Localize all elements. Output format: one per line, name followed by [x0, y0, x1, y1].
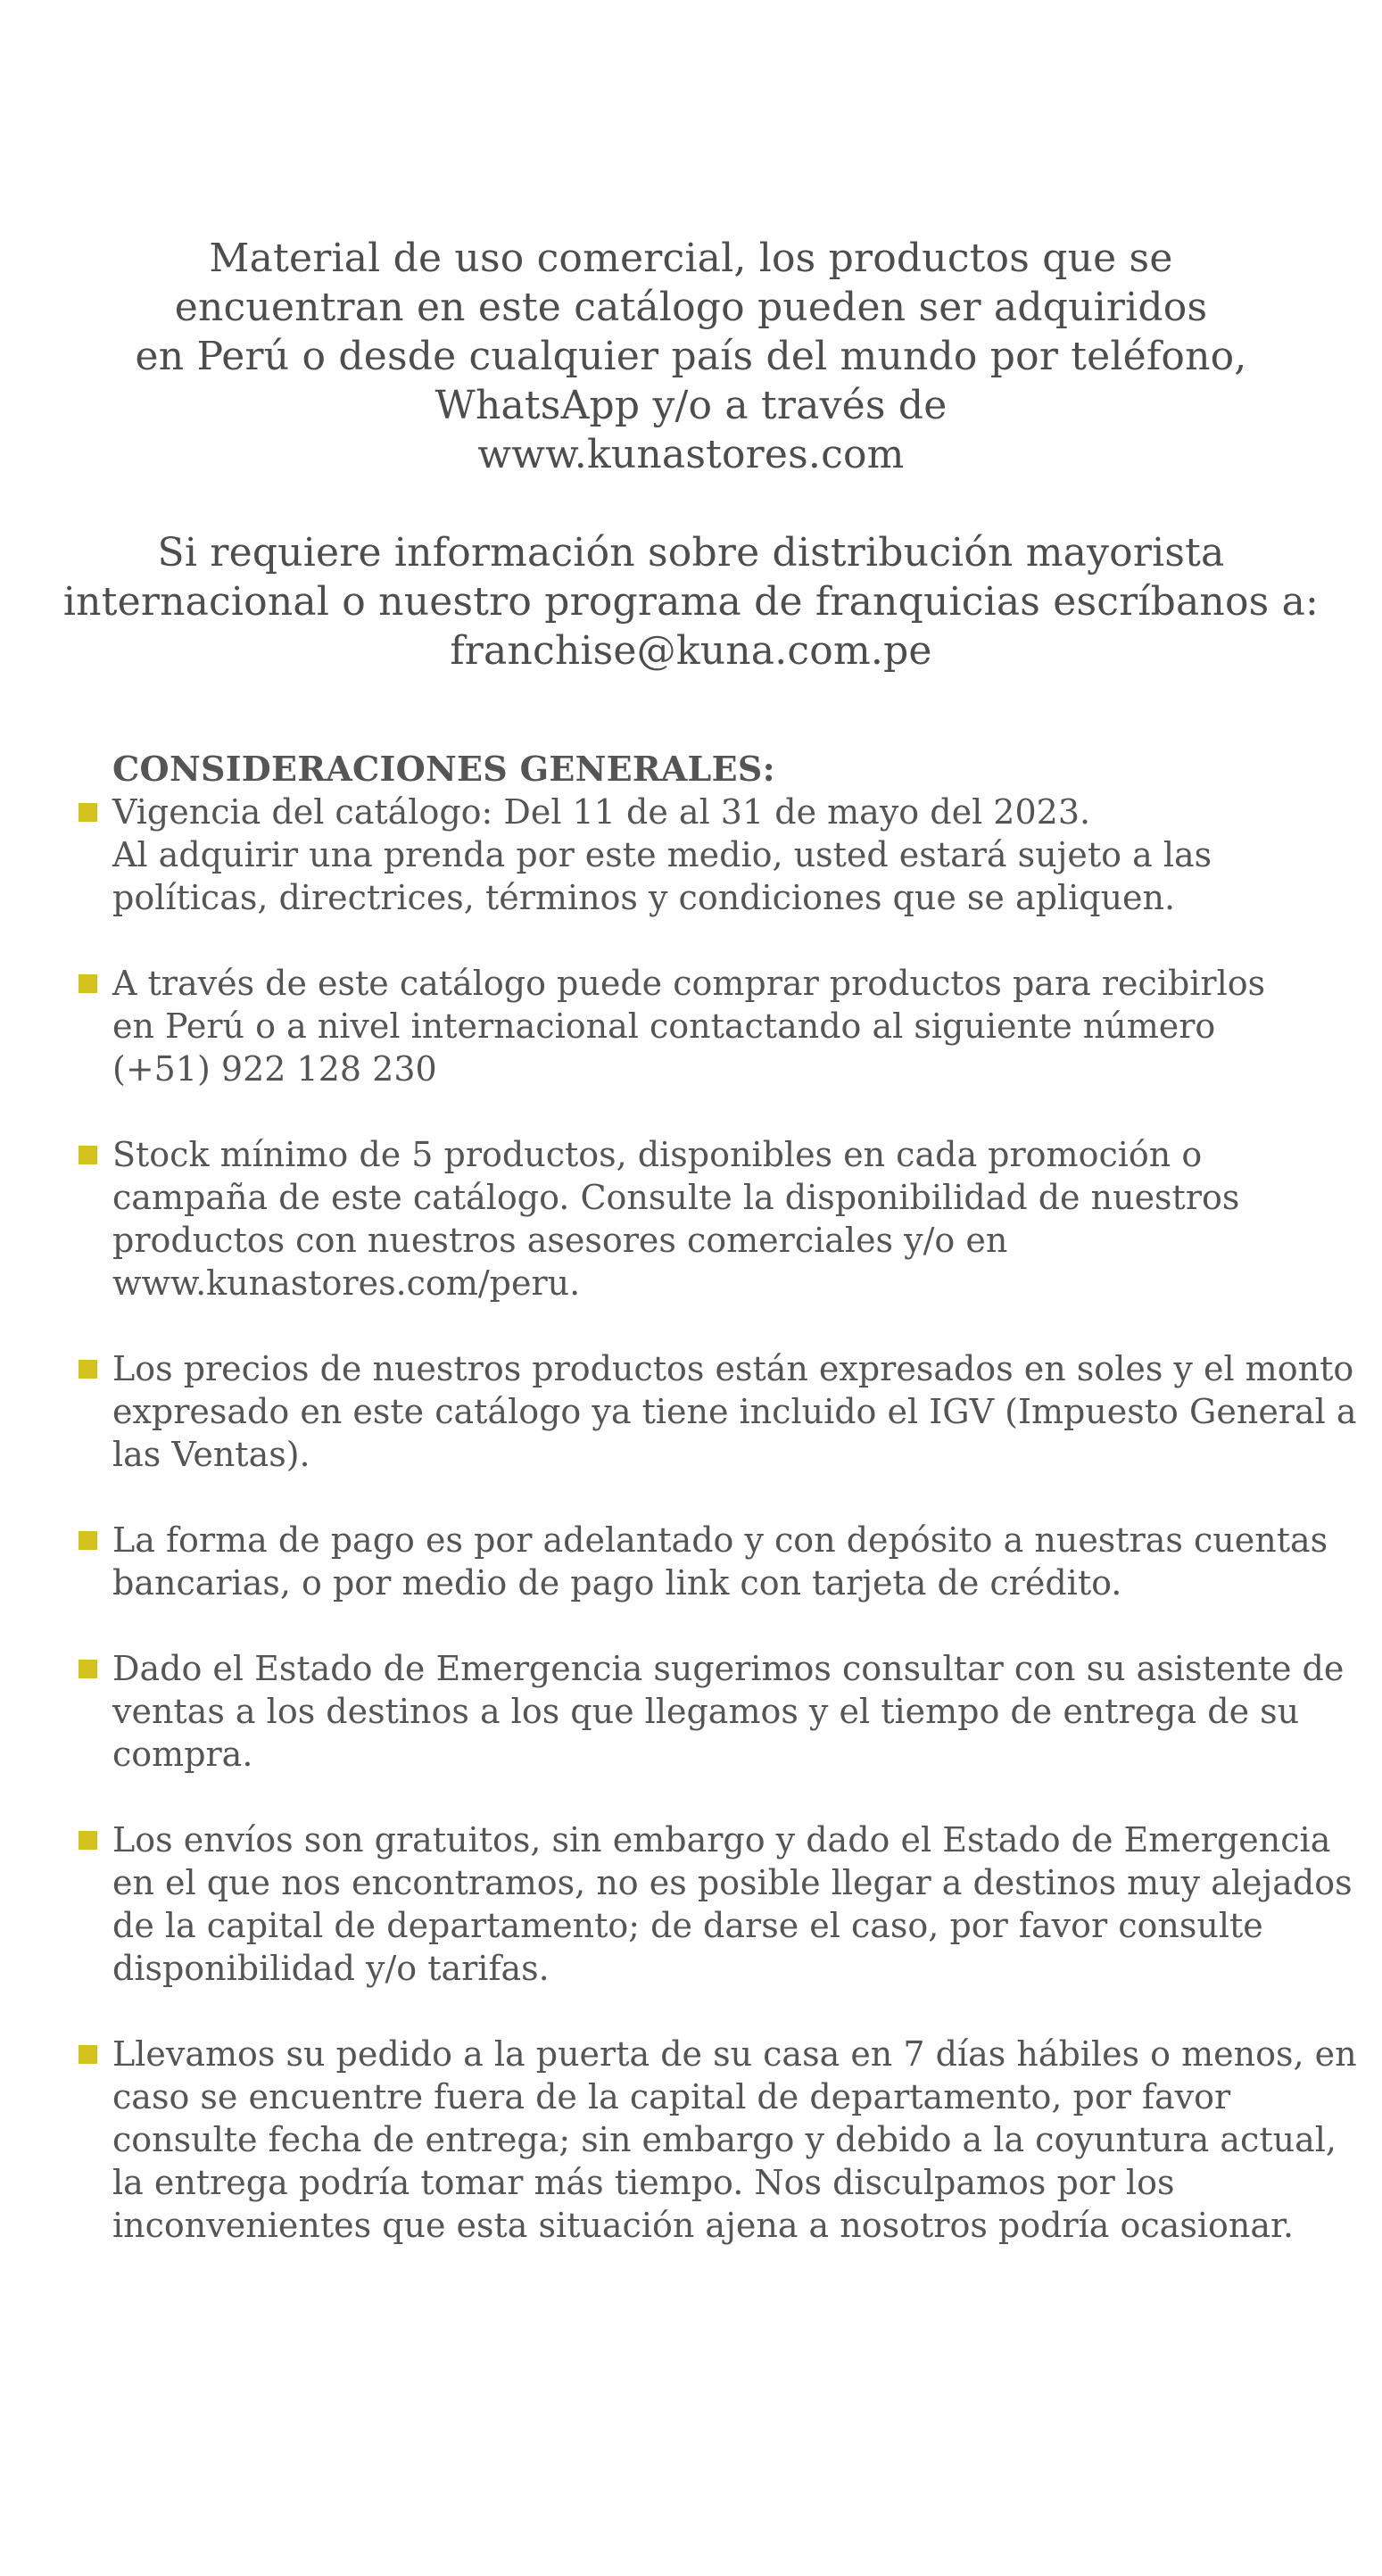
- consideration-text-line: expresado en este catálogo ya tiene incluido el IGV (Impuesto General a: [112, 1392, 1357, 1431]
- franchise-email-link[interactable]: franchise@kuna.com.pe: [450, 628, 932, 674]
- square-bullet-icon: [79, 1360, 97, 1379]
- consideration-item: [79, 1647, 1345, 1776]
- consideration-text-line: campaña de este catálogo. Consulte la disponibilidad de nuestros: [112, 1178, 1240, 1217]
- consideration-item: [79, 1818, 1353, 1990]
- paragraph-gap: [54, 479, 1328, 528]
- intro-line: Si requiere información sobre distribución mayorista: [157, 530, 1225, 576]
- consideration-item: [79, 1133, 1345, 1305]
- square-bullet-icon: [79, 1531, 97, 1550]
- consideration-text-line: (+51) 922 128 230: [112, 1049, 437, 1089]
- consideration-item: [79, 1519, 1345, 1604]
- consideration-text-line: www.kunastores.com/peru.: [112, 1263, 581, 1303]
- commercial-use-paragraph: [54, 234, 1328, 479]
- intro-line: en Perú o desde cualquier país del mundo por teléfono,: [135, 334, 1247, 379]
- square-bullet-icon: [79, 974, 97, 993]
- franchise-paragraph: [54, 528, 1328, 675]
- square-bullet-icon: [79, 1831, 97, 1850]
- consideration-text-line: caso se encuentre fuera de la capital de departamento, por favor: [112, 2077, 1231, 2116]
- square-bullet-icon: [79, 1660, 97, 1678]
- consideration-text-line: la entrega podría tomar más tiempo. Nos disculpamos por los: [112, 2163, 1175, 2202]
- website-link[interactable]: www.kunastores.com: [477, 432, 905, 477]
- consideration-text-line: disponibilidad y/o tarifas.: [112, 1949, 550, 1988]
- consideration-text-line: ventas a los destinos a los que llegamos y el tiempo de entrega de su: [112, 1692, 1300, 1731]
- consideration-text-line: Llevamos su pedido a la puerta de su casa en 7 días hábiles o menos, en: [112, 2034, 1357, 2074]
- square-bullet-icon: [79, 1146, 97, 1164]
- consideration-text-line: Los precios de nuestros productos están expresados en soles y el monto: [112, 1349, 1354, 1388]
- consideration-text-line: productos con nuestros asesores comerciales y/o en: [112, 1221, 1008, 1260]
- square-bullet-icon: [79, 803, 97, 822]
- consideration-text-line: inconvenientes que esta situación ajena a nosotros podría ocasionar.: [112, 2206, 1295, 2245]
- consideration-text-line: compra.: [112, 1735, 253, 1774]
- general-considerations-section: [79, 748, 1357, 2290]
- intro-line: encuentran en este catálogo pueden ser adquiridos: [174, 285, 1208, 330]
- consideration-item: [79, 2033, 1357, 2247]
- consideration-text-line: La forma de pago es por adelantado y con depósito a nuestras cuentas: [112, 1520, 1328, 1560]
- consideration-text-line: Al adquirir una prenda por este medio, usted estará sujeto a las: [112, 835, 1212, 874]
- consideration-text-line: Stock mínimo de 5 productos, disponibles en cada promoción o: [112, 1135, 1203, 1174]
- intro-line: WhatsApp y/o a través de: [434, 383, 948, 428]
- intro-line: internacional o nuestro programa de franquicias escríbanos a:: [62, 579, 1320, 625]
- consideration-text-line: bancarias, o por medio de pago link con tarjeta de crédito.: [112, 1563, 1122, 1603]
- consideration-text-line: Dado el Estado de Emergencia sugerimos consultar con su asistente de: [112, 1649, 1345, 1688]
- consideration-text-line: las Ventas).: [112, 1435, 310, 1474]
- consideration-text-line: A través de este catálogo puede comprar productos para recibirlos: [112, 964, 1266, 1003]
- consideration-text-line: consulte fecha de entrega; sin embargo y debido a la coyuntura actual,: [112, 2120, 1336, 2159]
- intro-line: Material de uso comercial, los productos que se: [209, 236, 1173, 281]
- considerations-list: [79, 791, 1357, 2247]
- consideration-text-line: Los envíos son gratuitos, sin embargo y dado el Estado de Emergencia: [112, 1820, 1331, 1860]
- intro-section: [54, 234, 1328, 675]
- consideration-text-line: en Perú o a nivel internacional contactando al siguiente número: [112, 1006, 1216, 1046]
- consideration-text-line: políticas, directrices, términos y condiciones que se apliquen.: [112, 878, 1176, 917]
- consideration-item: [79, 791, 1345, 919]
- consideration-text-line: Vigencia del catálogo: Del 11 de al 31 de mayo del 2023.: [112, 792, 1091, 832]
- consideration-item: [79, 962, 1345, 1090]
- consideration-item: [79, 1347, 1357, 1476]
- consideration-text-line: en el que nos encontramos, no es posible llegar a destinos muy alejados: [112, 1863, 1353, 1902]
- considerations-heading: CONSIDERACIONES GENERALES:: [112, 749, 775, 789]
- square-bullet-icon: [79, 2045, 97, 2064]
- consideration-text-line: de la capital de departamento; de darse el caso, por favor consulte: [112, 1906, 1263, 1945]
